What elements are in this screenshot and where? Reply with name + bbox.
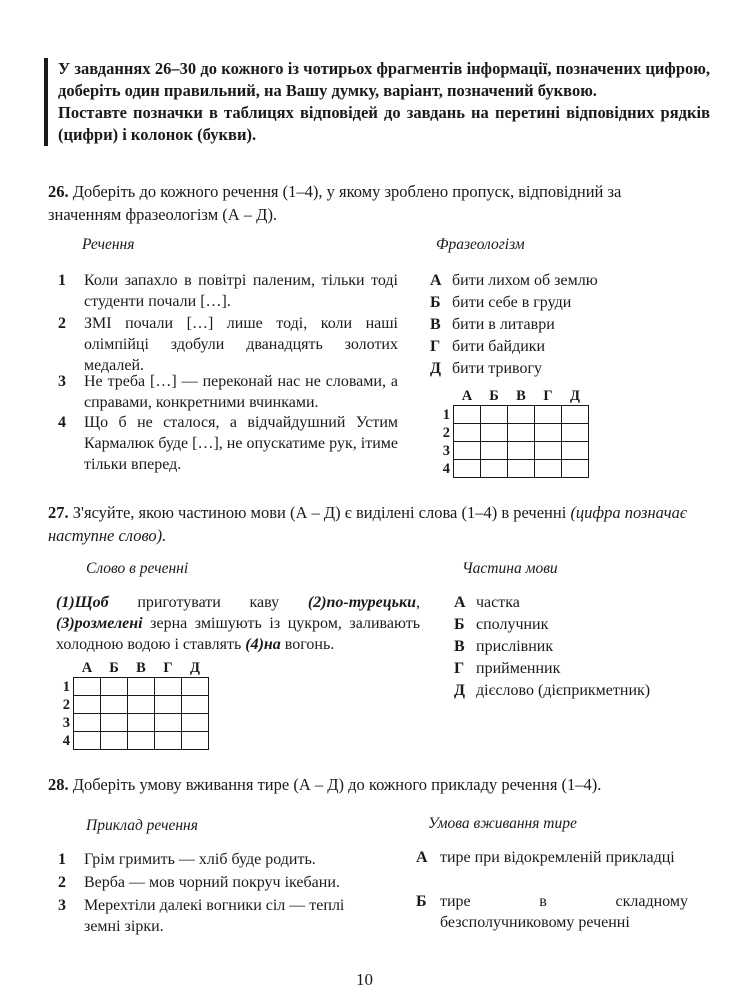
item-number: 4 — [58, 414, 66, 431]
task-26-answer-grid — [438, 388, 589, 478]
item-text: Що б не сталося, а відчайдушний Устим Кармалюк буде […], не опускатиме рук, ітиме тільки вперед. — [84, 414, 398, 473]
task-26-option — [430, 270, 598, 291]
grid-cell[interactable] — [562, 442, 589, 460]
grid-cell[interactable] — [535, 442, 562, 460]
option-text: бити себе в груди — [452, 294, 572, 311]
grid-cell[interactable] — [155, 732, 182, 750]
grid-cell[interactable] — [182, 732, 209, 750]
grid-col-v: В — [516, 388, 526, 404]
task-26-left-header: Речення — [82, 236, 135, 253]
grid-cell[interactable] — [454, 424, 481, 442]
task-26-right-header: Фразеологізм — [436, 236, 525, 253]
sentence-text: вогонь. — [280, 636, 335, 653]
grid-cell[interactable] — [101, 678, 128, 696]
sentence-text: , — [416, 594, 420, 611]
grid-col-g: Г — [543, 388, 553, 404]
item-number: 2 — [58, 315, 66, 332]
grid-cell[interactable] — [128, 696, 155, 714]
option-letter: А — [430, 272, 442, 289]
option-text: тире в складному безсполучниковому реченні — [440, 893, 688, 931]
sentence-word-4: (4)на — [245, 636, 281, 653]
grid-row-label: 4 — [442, 460, 450, 477]
task-28-item — [58, 872, 398, 893]
grid-cell[interactable] — [155, 678, 182, 696]
task-28-item — [58, 849, 398, 870]
option-letter: Д — [454, 682, 466, 699]
sentence-word-1: (1)Щоб — [56, 594, 109, 611]
item-text: ЗМІ почали […] лише тоді, коли наші олімпійці здобули дванадцять золотих медалей. — [84, 315, 398, 374]
option-text: бити тривогу — [452, 360, 543, 377]
grid-cell[interactable] — [535, 460, 562, 478]
grid-cell[interactable] — [454, 406, 481, 424]
option-text: прийменник — [476, 660, 561, 677]
task-26-option — [430, 292, 571, 313]
grid-cell[interactable] — [481, 424, 508, 442]
instructions-text-1: У завданнях 26–30 до кожного із чотирьох фрагментів інформації, позначених цифрою, доберіть один правильний, на Вашу думку, варіант, позначений буквою. — [58, 59, 710, 100]
task-27-left-header: Слово в реченні — [86, 560, 189, 577]
option-text: дієслово (дієприкметник) — [476, 682, 651, 699]
grid-cell[interactable] — [562, 460, 589, 478]
option-letter: Б — [454, 616, 465, 633]
grid-cell[interactable] — [508, 460, 535, 478]
option-letter: А — [454, 594, 466, 611]
option-text: тире при відокремленій прикладці — [440, 849, 675, 866]
item-number: 2 — [58, 874, 66, 891]
task-27-note: (цифра позначає наступне слово). — [48, 503, 688, 545]
grid-cell[interactable] — [535, 424, 562, 442]
grid-col-d: Д — [190, 660, 200, 676]
sentence-word-2: (2)по-турецьки — [307, 594, 416, 611]
grid-row-label: 1 — [62, 678, 70, 695]
task-27-number: 27. — [48, 503, 69, 522]
option-letter: А — [416, 849, 428, 866]
item-text: Коли запахло в повітрі паленим, тільки тоді студенти почали […]. — [84, 272, 398, 310]
task-27-option — [454, 680, 650, 701]
grid-cell[interactable] — [508, 424, 535, 442]
instructions-text-2: Поставте позначки в таблицях відповідей до завдань на перетині відповідних рядків (цифри) і колонок (букви). — [58, 103, 710, 144]
item-number: 1 — [58, 272, 66, 289]
task-28-right-header: Умова вживання тире — [428, 815, 577, 832]
task-26-text: Доберіть до кожного речення (1–4), у якому зроблено пропуск, відповідний за значенням фразеологізм (А – Д). — [48, 182, 622, 224]
item-number: 1 — [58, 851, 66, 868]
item-text: Не треба […] — переконай нас не словами, а справами, конкретними вчинками. — [84, 373, 398, 411]
grid-cell[interactable] — [182, 714, 209, 732]
task-27-right-header: Частина мови — [462, 560, 558, 577]
option-text: прислівник — [476, 638, 554, 655]
task-26-question — [48, 180, 698, 226]
page-number: 10 — [356, 970, 373, 989]
grid-cell[interactable] — [155, 696, 182, 714]
grid-cell[interactable] — [101, 714, 128, 732]
sentence-text: зерна змішують із цукром, заливають холодною водою і ставлять — [56, 615, 420, 653]
grid-cell[interactable] — [182, 678, 209, 696]
option-text: частка — [476, 594, 520, 611]
grid-cell[interactable] — [101, 732, 128, 750]
option-text: бити байдики — [452, 338, 546, 355]
grid-cell[interactable] — [101, 696, 128, 714]
grid-cell[interactable] — [74, 732, 101, 750]
instructions-block — [44, 58, 710, 146]
task-28-item — [58, 895, 398, 937]
grid-cell[interactable] — [128, 714, 155, 732]
grid-cell[interactable] — [74, 696, 101, 714]
task-27-option — [454, 592, 520, 613]
option-letter: Г — [430, 338, 441, 355]
grid-cell[interactable] — [508, 406, 535, 424]
task-27-option — [454, 636, 553, 657]
task-26-option — [430, 314, 555, 335]
grid-cell[interactable] — [535, 406, 562, 424]
grid-row-label: 3 — [62, 714, 70, 731]
option-letter: В — [454, 638, 465, 655]
task-27-option — [454, 658, 560, 679]
grid-cell[interactable] — [481, 442, 508, 460]
option-letter: Д — [430, 360, 442, 377]
option-letter: Б — [430, 294, 441, 311]
option-letter: Г — [454, 660, 465, 677]
task-26-item — [58, 371, 398, 413]
task-27-option — [454, 614, 548, 635]
grid-cell[interactable] — [155, 714, 182, 732]
task-27-text: З'ясуйте, якою частиною мови (А – Д) є виділені слова (1–4) в реченні — [72, 503, 567, 522]
grid-col-a: А — [461, 388, 473, 404]
task-26-item — [58, 412, 398, 475]
grid-cell[interactable] — [182, 696, 209, 714]
task-27-question — [48, 501, 698, 547]
task-26-option — [430, 358, 542, 379]
task-28-question — [48, 773, 698, 796]
task-26-number: 26. — [48, 182, 69, 201]
grid-cell[interactable] — [508, 442, 535, 460]
task-28-number: 28. — [48, 775, 69, 794]
sentence-text: приготувати каву — [108, 594, 308, 611]
grid-col-a: А — [81, 660, 93, 676]
grid-cell[interactable] — [481, 406, 508, 424]
grid-col-d: Д — [570, 388, 580, 404]
grid-row-label: 1 — [442, 406, 450, 423]
grid-cell[interactable] — [454, 460, 481, 478]
grid-cell[interactable] — [74, 714, 101, 732]
grid-cell[interactable] — [128, 678, 155, 696]
grid-cell[interactable] — [562, 406, 589, 424]
option-text: сполучник — [476, 616, 549, 633]
task-27-answer-grid — [58, 660, 209, 750]
task-26-item — [58, 270, 398, 312]
option-letter: В — [430, 316, 441, 333]
grid-cell[interactable] — [128, 732, 155, 750]
grid-col-v: В — [136, 660, 146, 676]
grid-row-label: 2 — [442, 424, 450, 441]
grid-cell[interactable] — [481, 460, 508, 478]
grid-row-label: 4 — [62, 732, 70, 749]
task-27-sentence — [56, 592, 420, 655]
grid-col-b: Б — [489, 388, 499, 404]
option-text: бити лихом об землю — [452, 272, 598, 289]
grid-row-label: 3 — [442, 442, 450, 459]
grid-cell[interactable] — [562, 424, 589, 442]
option-letter: Б — [416, 893, 427, 910]
task-26-option — [430, 336, 545, 357]
grid-cell[interactable] — [454, 442, 481, 460]
task-28-text: Доберіть умову вживання тире (А – Д) до кожного прикладу речення (1–4). — [72, 775, 602, 794]
grid-row-label: 2 — [62, 696, 70, 713]
sentence-word-3: (3)розмелені — [56, 615, 143, 632]
task-28-option — [416, 891, 696, 933]
task-26-item — [58, 313, 398, 376]
item-number: 3 — [58, 373, 66, 390]
task-28-option — [416, 847, 696, 868]
option-text: бити в литаври — [452, 316, 555, 333]
grid-col-b: Б — [109, 660, 119, 676]
task-28-left-header: Приклад речення — [86, 817, 198, 834]
item-text: Верба — мов чорний покруч ікебани. — [84, 874, 340, 891]
item-text: Мерехтіли далекі вогники сіл — теплі земні зірки. — [84, 897, 345, 935]
item-text: Грім гримить — хліб буде родить. — [84, 851, 316, 868]
grid-cell[interactable] — [74, 678, 101, 696]
item-number: 3 — [58, 897, 66, 914]
grid-col-g: Г — [163, 660, 173, 676]
